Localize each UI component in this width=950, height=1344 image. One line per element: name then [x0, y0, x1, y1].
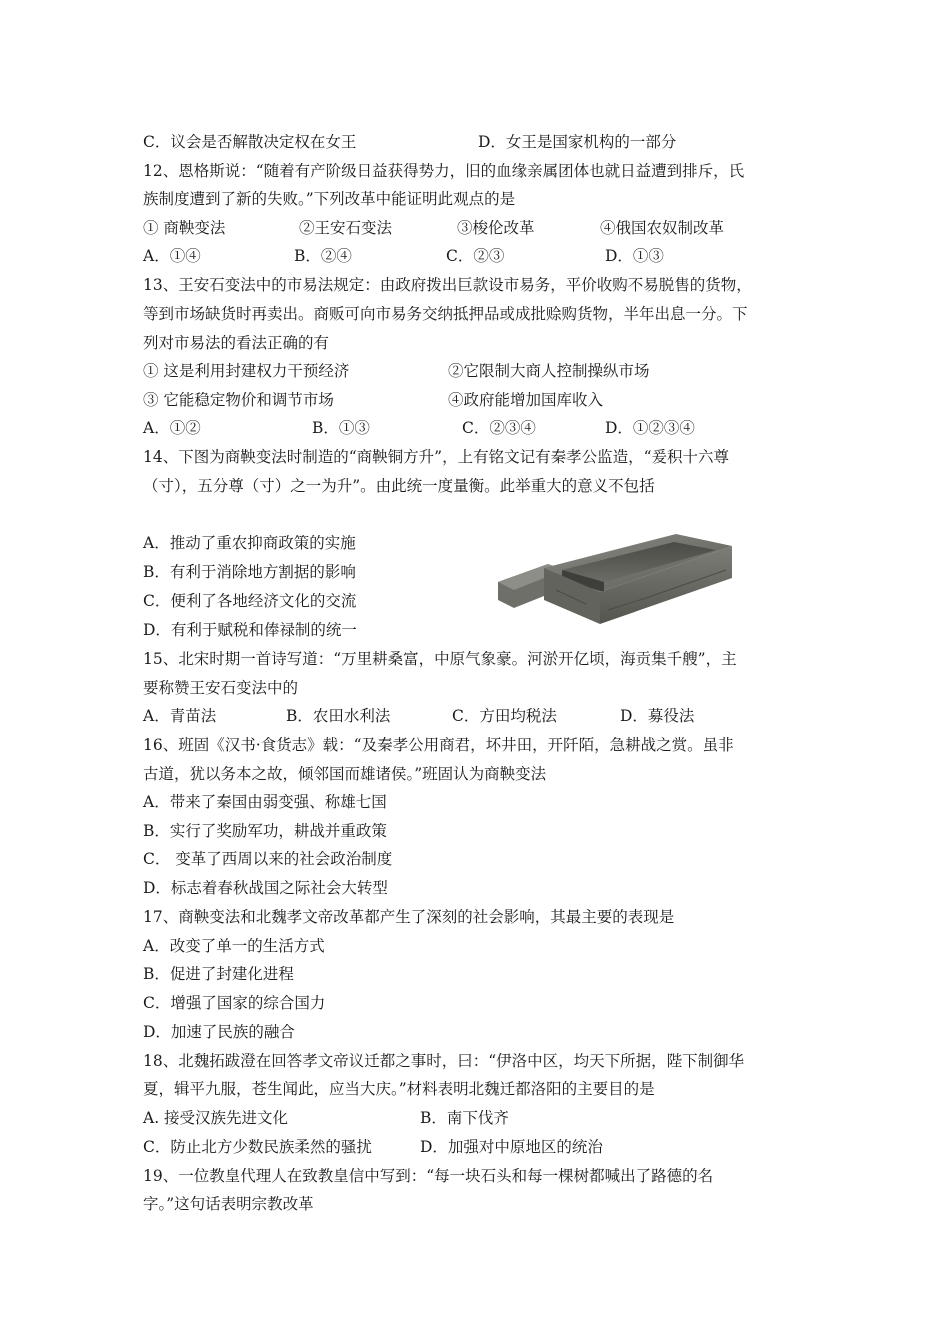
q16-stem-line2: 古道，犹以务本之故，倾邻国而雄诸侯。”班固认为商鞅变法 [143, 765, 547, 783]
q14-option-d: D．有利于赋税和俸禄制的统一 [143, 621, 357, 639]
q14-option-b: B．有利于消除地方割据的影响 [143, 563, 356, 581]
q16-stem-line1: 16、班固《汉书·食货志》载：“及秦孝公用商君，坏井田，开阡陌，急耕战之赏。虽非 [143, 736, 734, 754]
q12-item-4: ④俄国农奴制改革 [600, 219, 725, 237]
q19-stem-line2: 字。”这句话表明宗教改革 [143, 1195, 314, 1213]
q13-option-b: B．①③ [312, 419, 370, 437]
q16-option-b: B．实行了奖励军功，耕战并重政策 [143, 822, 387, 840]
q12-item-2: ②王安石变法 [299, 219, 393, 237]
q17-option-d: D．加速了民族的融合 [143, 1023, 295, 1041]
q13-option-a: A．①② [143, 419, 201, 437]
q17-stem: 17、商鞅变法和北魏孝文帝改革都产生了深刻的社会影响，其最主要的表现是 [143, 908, 675, 926]
q15-option-a: A．青苗法 [143, 707, 217, 725]
q18-stem-line1: 18、北魏拓跋澄在回答孝文帝议迁都之事时，曰：“伊洛中区，均天下所据，陛下制御华 [143, 1052, 745, 1070]
q19-stem-line1: 19、一位教皇代理人在致教皇信中写到：“每一块石头和每一棵树都喊出了路德的名 [143, 1167, 714, 1185]
q13-option-d: D．①②③④ [605, 419, 695, 437]
q15-stem-line2: 要称赞王安石变法中的 [143, 679, 299, 697]
q11-option-c: C．议会是否解散决定权在女王 [143, 133, 357, 151]
bronze-square-sheng-image [496, 520, 734, 628]
q13-option-c: C．②③④ [462, 419, 536, 437]
q16-option-d: D．标志着春秋战国之际社会大转型 [143, 879, 388, 897]
q17-option-b: B．促进了封建化进程 [143, 965, 294, 983]
q12-option-c: C．②③ [446, 247, 505, 265]
q18-option-c: C．防止北方少数民族柔然的骚扰 [143, 1138, 372, 1156]
q18-option-a: A. 接受汉族先进文化 [143, 1109, 289, 1127]
q16-option-a: A．带来了秦国由弱变强、称雄七国 [143, 793, 387, 811]
q15-option-d: D．募役法 [620, 707, 695, 725]
q12-option-d: D．①③ [605, 247, 664, 265]
q13-stem-line1: 13、王安石变法中的市易法规定：由政府拨出巨款设市易务，平价收购不易脱售的货物， [143, 276, 752, 294]
q14-option-a: A．推动了重农抑商政策的实施 [143, 534, 356, 552]
q14-stem-line1: 14、下图为商鞅变法时制造的“商鞅铜方升”，上有铭文记有秦孝公监造，“爰积十六尊 [143, 448, 729, 466]
q18-option-b: B．南下伐齐 [420, 1109, 509, 1127]
q18-option-d: D．加强对中原地区的统治 [420, 1138, 603, 1156]
q13-item-3: ③ 它能稳定物价和调节市场 [143, 391, 334, 409]
q12-stem-line2: 族制度遭到了新的失败。”下列改革中能证明此观点的是 [143, 190, 516, 208]
q11-option-d: D．女王是国家机构的一部分 [478, 133, 677, 151]
q15-option-b: B．农田水利法 [286, 707, 391, 725]
q12-item-1: ① 商鞅变法 [143, 219, 226, 237]
q13-stem-line3: 列对市易法的看法正确的有 [143, 334, 330, 352]
q15-option-c: C．方田均税法 [452, 707, 557, 725]
q13-stem-line2: 等到市场缺货时再卖出。商贩可向市易务交纳抵押品或成批赊购货物，半年出息一分。下 [143, 305, 748, 323]
q15-stem-line1: 15、北宋时期一首诗写道：“万里耕桑富，中原气象豪。河淤开亿顷，海贡集千艘”，主 [143, 650, 737, 668]
q13-item-2: ②它限制大商人控制操纵市场 [448, 362, 650, 380]
q18-stem-line2: 夏，辑平九服，苍生闻此，应当大庆。”材料表明北魏迁都洛阳的主要目的是 [143, 1080, 655, 1098]
q13-item-4: ④政府能增加国库收入 [448, 391, 604, 409]
q17-option-a: A．改变了单一的生活方式 [143, 937, 325, 955]
q12-option-a: A．①④ [143, 247, 201, 265]
q12-stem-line1: 12、恩格斯说：“随着有产阶级日益获得势力，旧的血缘亲属团体也就日益遭到排斥，氏 [143, 162, 745, 180]
q14-option-c: C．便利了各地经济文化的交流 [143, 592, 357, 610]
q16-option-c: C． 变革了西周以来的社会政治制度 [143, 850, 393, 868]
q14-stem-line2: （寸），五分尊（寸）之一为升”。由此统一度量衡。此举重大的意义不包括 [143, 477, 655, 495]
q17-option-c: C．增强了国家的综合国力 [143, 994, 326, 1012]
q12-option-b: B．②④ [294, 247, 352, 265]
q12-item-3: ③梭伦改革 [457, 219, 535, 237]
q13-item-1: ① 这是利用封建权力干预经济 [143, 362, 350, 380]
